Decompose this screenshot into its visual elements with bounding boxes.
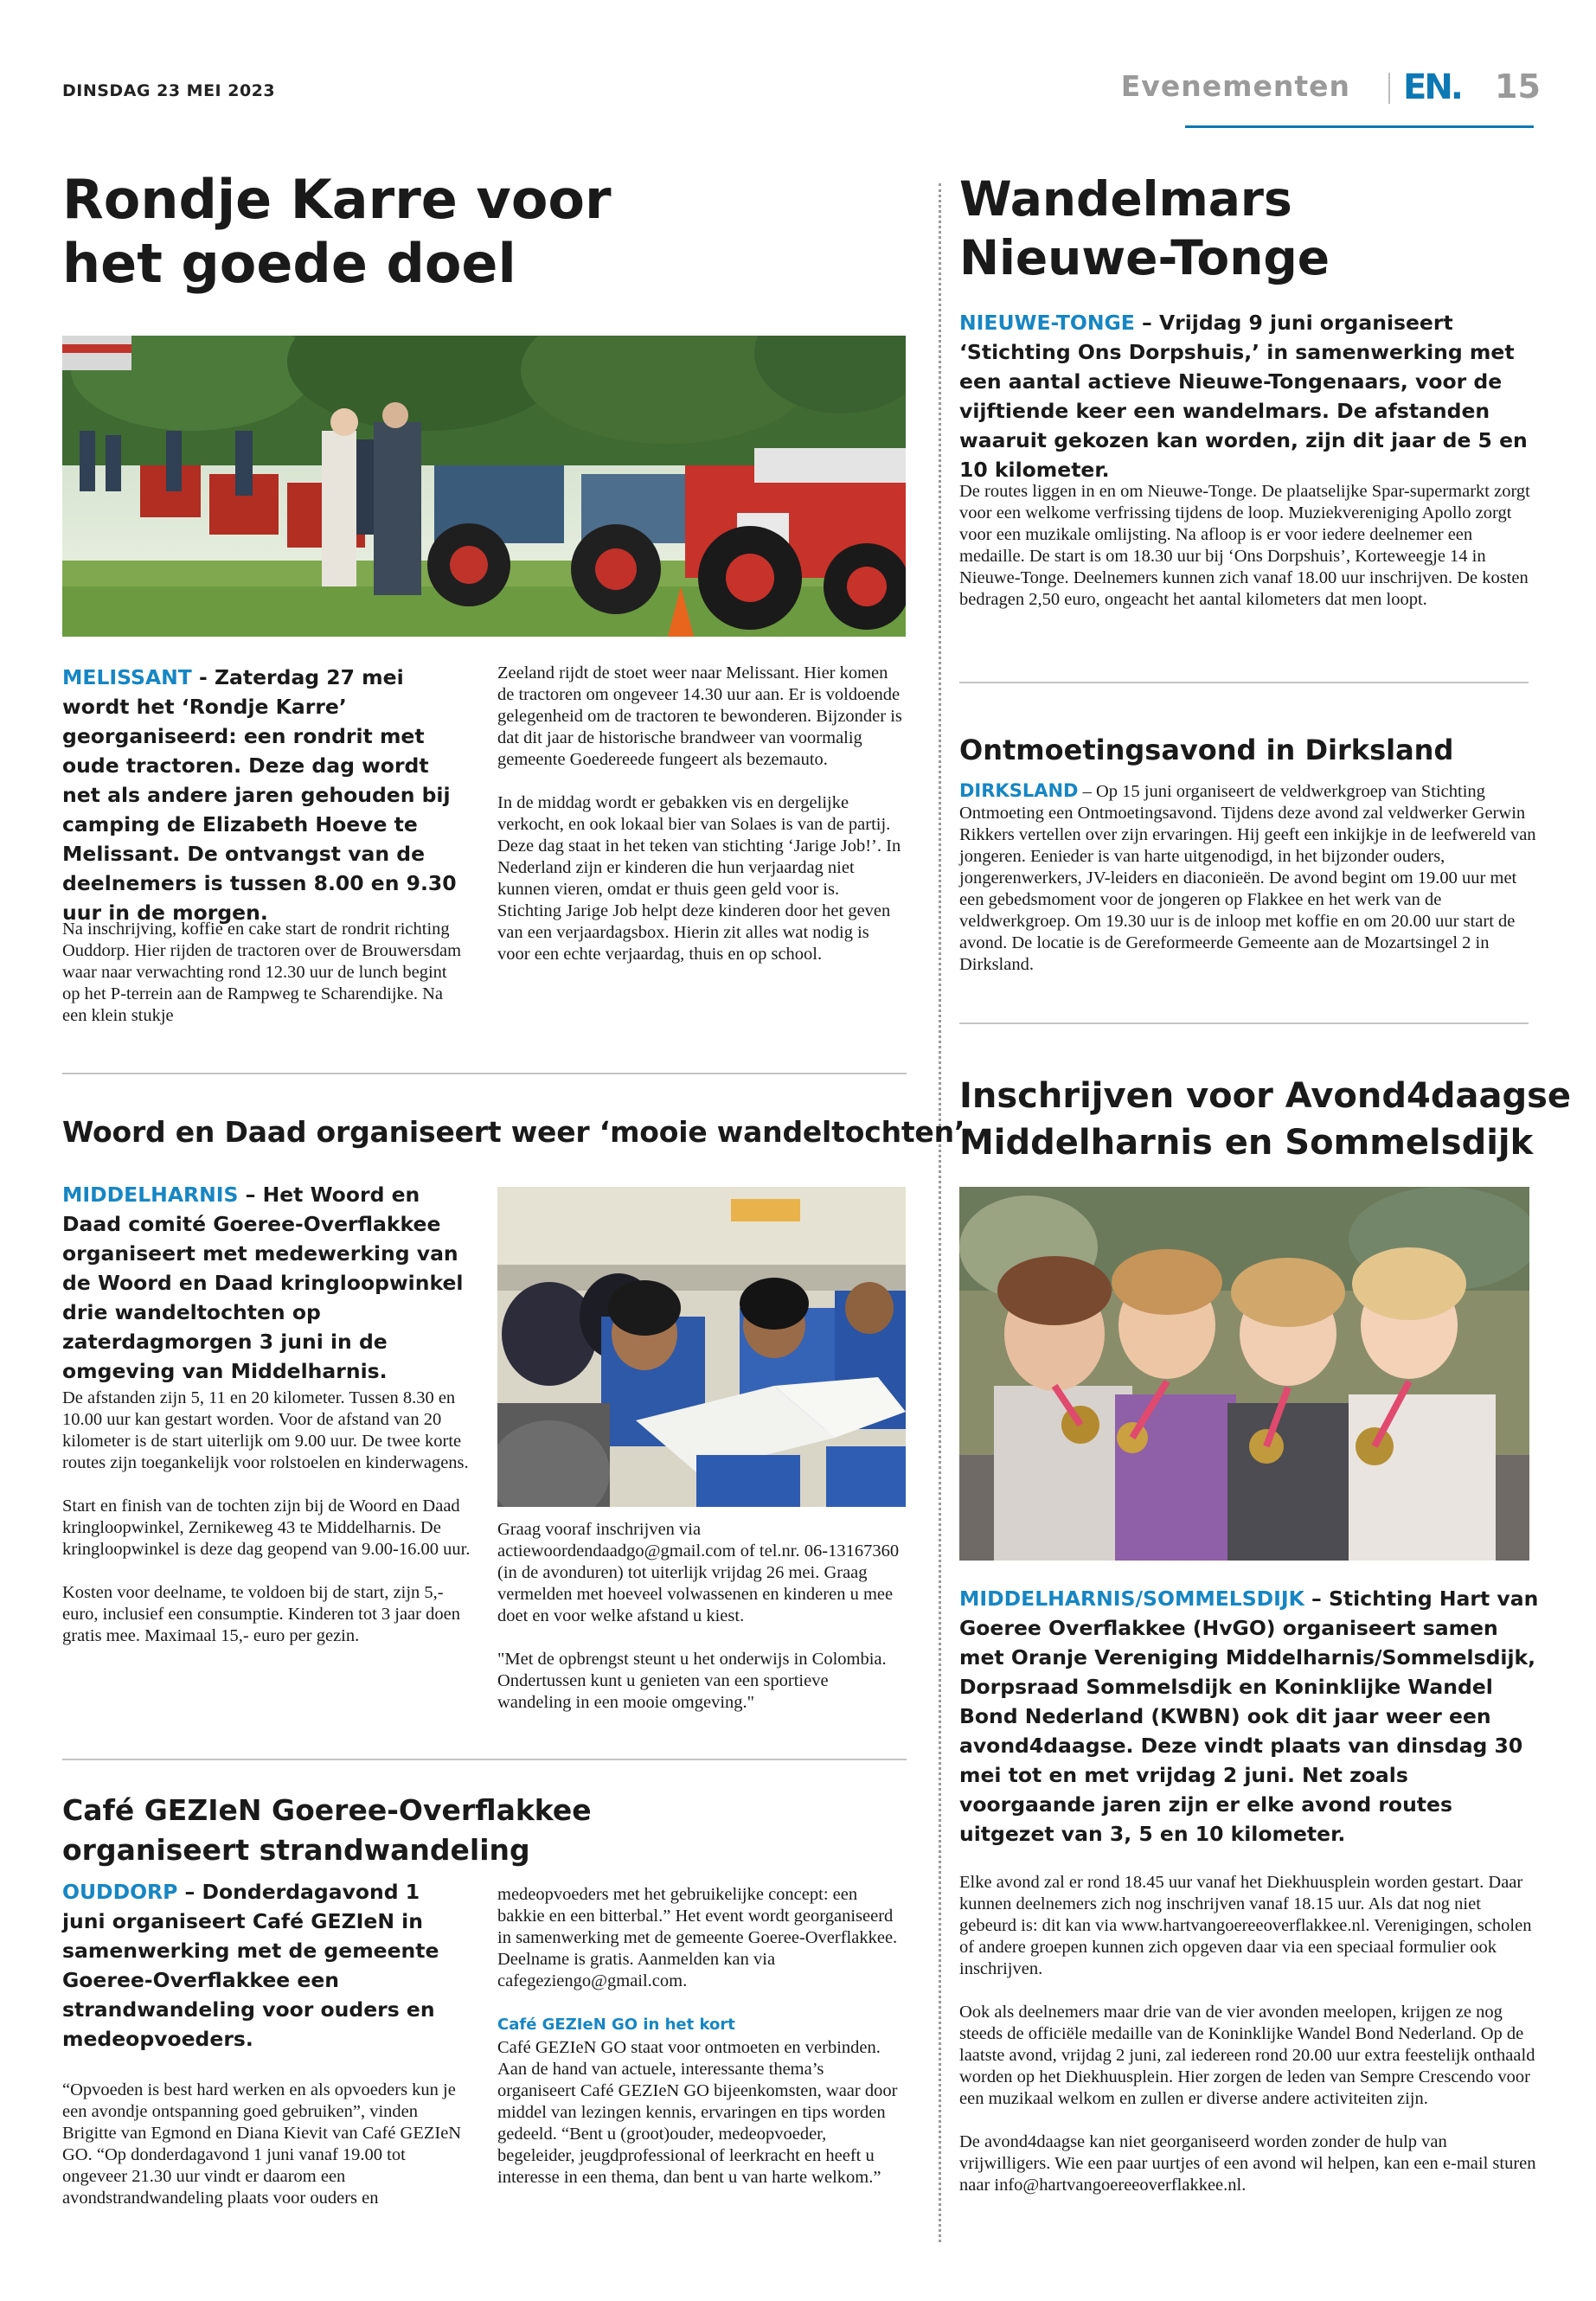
tractor-photo — [62, 336, 906, 637]
article-divider — [62, 1759, 907, 1760]
paragraph: Na inschrijving, koffie en cake start de rondrit richting Ouddorp. Hier rijden de tractoren over de Brouwersdam waar naar verwachting rond 12.30 uur de lunch begint op het P-terrein aan de Rampweg te Scharendijke. Na een klein stukje — [62, 920, 462, 1025]
article-wandelmars-lead — [959, 308, 1539, 484]
article-cafe-gezien-lead — [62, 1877, 467, 2054]
paragraph: Start en finish van de tochten zijn bij de Woord en Daad kringloopwinkel, Zernikeweg 43 te Middelharnis. De kringloopwinkel is deze dag geopend van 9.00-16.00 uur. — [62, 1497, 471, 1559]
paragraph: "Met de opbrengst steunt u het onderwijs in Colombia. Ondertussen kunt u genieten van een sportieve wandeling in een mooie omgeving." — [497, 1650, 887, 1712]
article-ontmoetingsavond-body — [959, 780, 1539, 997]
title-line: Middelharnis en Sommelsdijk — [959, 1123, 1534, 1163]
article-wandelmars-body — [959, 481, 1539, 632]
section-label: Evenementen — [1120, 69, 1350, 103]
paragraph: De avond4daagse kan niet georganiseerd worden zonder de hulp van vrijwilligers. Wie een paar uurtjes of een avond wil helpen, kan een e-mail sturen naar info@hartvangoereeoverflakkee.nl. — [959, 2132, 1536, 2195]
article-rondje-karre-body-left — [62, 919, 467, 1048]
article-rondje-karre-body-right — [497, 663, 906, 987]
article-divider — [62, 1073, 907, 1074]
title-line: Inschrijven voor Avond4daagse — [959, 1076, 1572, 1116]
article-cafe-gezien-body-left — [62, 2080, 467, 2231]
article-rondje-karre-lead — [62, 663, 467, 927]
paragraph: Graag vooraf inschrijven via actiewoordendaadgo@gmail.com of tel.nr. 06-13167360 (in de avonduren) tot uiterlijk vrijdag 26 mei. Graag vermelden met hoeveel volwassenen en kinderen u mee doet en voor welke afstand u kiest. — [497, 1520, 900, 1625]
article-cafe-gezien-title — [62, 1791, 910, 1870]
lead-text: – Donderdagavond 1 juni organiseert Café GEZIeN in samenwerking met de gemeente Goeree-Overflakkee een strandwandeling voor ouders en medeopvoeders. — [62, 1880, 439, 2051]
title-line: Rondje Karre voor — [62, 168, 612, 231]
headline: Woord en Daad organiseert weer ‘mooie wandeltochten’ — [62, 1115, 965, 1149]
header-rule — [1185, 125, 1534, 128]
article-wandelmars-title — [959, 170, 1539, 287]
paragraph: In de middag wordt er gebakken vis en dergelijke verkocht, en ook lokaal bier van Solaes is van de partij. Deze dag staat in het teken van stichting ‘Jarige Job!’. In Nederland zijn er kinderen die hun verjaardag niet kunnen vieren, omdat er thuis geen geld voor is. Stichting Jarige Job helpt deze kinderen door het geven van een verjaardagsbox. Hierin zit alles wat nodig is voor een echte verjaardag, thuis en op school. — [497, 793, 901, 964]
children-medals-photo — [959, 1187, 1529, 1561]
paragraph: Kosten voor deelname, te voldoen bij de start, zijn 5,- euro, inclusief een consumptie. Kinderen tot 3 jaar doen gratis mee. Maximaal 15,- euro per gezin. — [62, 1583, 460, 1645]
lead-text: - Zaterdag 27 mei wordt het ‘Rondje Karre’ georganiseerd: een rondrit met oude tractoren. Deze dag wordt net als andere jaren gehouden bij camping de Elizabeth Hoeve te Melissant. De ontvangst van de deelnemers is tussen 8.00 en 9.30 uur in de morgen. — [62, 665, 457, 925]
headline: Ontmoetingsavond in Dirksland — [959, 734, 1454, 766]
article-woord-en-daad-body-right — [497, 1519, 906, 1735]
article-ontmoetingsavond-title — [959, 730, 1539, 770]
article-avond4daagse-lead — [959, 1584, 1539, 1849]
issue-date: DINSDAG 23 MEI 2023 — [62, 81, 276, 100]
dateline: NIEUWE-TONGE — [959, 311, 1135, 335]
paragraph: – Op 15 juni organiseert de veldwerkgroep van Stichting Ontmoeting een Ontmoetingsavond. Tijdens deze avond zal veldwerker Gerwin Rikkers vertellen over zijn ervaringen. Hij geeft een inkijkje in de leefwereld van jongeren. Eenieder is van harte uitgenodigd, in het bijzonder ouders, jongerenwerkers, JV-leiders en diaconieën. De avond begint om 19.00 uur met een gebedsmoment voor de jongeren op Flakkee en het werk van de veldwerkgroep. Om 19.30 uur is de inloop met koffie en om 20.00 uur start de avond. De locatie is de Gereformeerde Gemeente aan de Mozartsingel 2 in Dirksland. — [959, 782, 1536, 974]
article-avond4daagse-body — [959, 1872, 1539, 2218]
lead-text: – Vrijdag 9 juni organiseert ‘Stichting Ons Dorpshuis,’ in samenwerking met een aantal actieve Nieuwe-Tongenaars, voor de vijftiende keer een wandelmars. De afstanden waaruit gekozen kan worden, zijn dit jaar de 5 en 10 kilometer. — [959, 311, 1528, 482]
lead-text: – Het Woord en Daad comité Goeree-Overflakkee organiseert met medewerking van de Woord en Daad kringloopwinkel drie wandeltochten op zaterdagmorgen 3 juni in de omgeving van Middelharnis. — [62, 1183, 464, 1383]
article-cafe-gezien-body-right — [497, 1884, 906, 2210]
en-logo: EN. — [1403, 67, 1461, 107]
article-divider — [959, 682, 1529, 683]
paragraph: “Opvoeden is best hard werken en als opvoeders kun je een avondje ontspanning goed gebruiken”, vinden Brigitte van Egmond en Diana Kievit van Café GEZIeN GO. “Op donderdagavond 1 juni vanaf 19.00 tot ongeveer 21.30 uur vindt er daarom een avondstrandwandeling plaats voor ouders en — [62, 2080, 462, 2208]
subheading: Café GEZIeN GO in het kort — [497, 2016, 735, 2034]
column-divider — [939, 183, 941, 2242]
article-woord-en-daad-title — [62, 1112, 965, 1152]
article-woord-en-daad-body-left — [62, 1388, 483, 1669]
dateline: OUDDORP — [62, 1880, 178, 1904]
dateline: DIRKSLAND — [959, 780, 1079, 801]
article-avond4daagse-title — [959, 1073, 1572, 1166]
paragraph: Café GEZIeN GO staat voor ontmoeten en verbinden. Aan de hand van actuele, interessante thema’s organiseert Café GEZIeN GO bijeenkomsten, waar door middel van lezingen kennis, ervaringen en tips worden gedeeld. “Bent u (groot)ouder, medeopvoeder, begeleider, jeugdprofessional of leerkracht en heeft u interesse in een thema, dan bent u van harte welkom.” — [497, 2038, 898, 2187]
article-rondje-karre-title — [62, 168, 893, 296]
title-line: Café GEZIeN Goeree-Overflakkee — [62, 1793, 592, 1827]
paragraph: De routes liggen in en om Nieuwe-Tonge. De plaatselijke Spar-supermarkt zorgt voor een welkome verfrissing tijdens de loop. Muziekvereniging Apollo zorgt voor een muzikale omlijsting. Na afloop is er voor iedere deelnemer een medaille. De start is om 18.30 uur bij ‘Ons Dorpshuis’, Korteweegje 14 in Nieuwe-Tonge. Deelnemers kunnen zich vanaf 18.00 uur inschrijven. De kosten bedragen 2,50 euro, ongeacht het aantal kilometers dat men loopt. — [959, 482, 1530, 609]
page-number: 15 — [1495, 67, 1541, 106]
lead-text: – Stichting Hart van Goeree Overflakkee (HvGO) organiseert samen met Oranje Vereniging Middelharnis/Sommelsdijk, Dorpsraad Sommelsdijk en Koninklijke Wandel Bond Nederland (KWBN) ook dit jaar weer een avond4daagse. Deze vindt plaats van dinsdag 30 mei tot en met vrijdag 2 juni. Net zoals voorgaande jaren zijn er elke avond routes uitgezet van 3, 5 en 10 kilometer. — [959, 1586, 1539, 1846]
title-line: Wandelmars — [959, 171, 1292, 227]
paragraph: De afstanden zijn 5, 11 en 20 kilometer. Tussen 8.30 en 10.00 uur kan gestart worden. Voor de afstand van 20 kilometer is de start uiterlijk om 9.00 uur. De twee korte routes zijn toegankelijk voor rolstoelen en kinderwagens. — [62, 1388, 469, 1472]
dateline: MIDDELHARNIS — [62, 1183, 239, 1207]
paragraph: Elke avond zal er rond 18.45 uur vanaf het Diekhuusplein worden gestart. Daar kunnen deelnemers zich nog inschrijven vanaf 18.15 uur. Als dat nog niet gebeurd is: dit kan via www.hartvangoereeoverflakkee.nl. Verenigingen, scholen of andere groepen kunnen zich opgeven daar via een speciaal formulier ook inschrijven. — [959, 1873, 1532, 1978]
dateline: MELISSANT — [62, 665, 192, 689]
dateline: MIDDELHARNIS/SOMMELSDIJK — [959, 1586, 1304, 1611]
classroom-photo — [497, 1187, 906, 1507]
paragraph: medeopvoeders met het gebruikelijke concept: een bakkie en een bitterbal.” Het event wordt georganiseerd in samenwerking met de gemeente Goeree-Overflakkee. Deelname is gratis. Aanmelden kan via cafegeziengo@gmail.com. — [497, 1885, 898, 1990]
article-divider — [959, 1022, 1529, 1024]
title-line: Nieuwe-Tonge — [959, 230, 1330, 285]
paragraph: Zeeland rijdt de stoet weer naar Melissant. Hier komen de tractoren om ongeveer 14.30 uur aan. Er is voldoende gelegenheid om de tractoren te bewonderen. Bijzonder is dat dit jaar de historische brandweer van voormalig gemeente Goedereede fungeert als bezemauto. — [497, 663, 902, 769]
title-line: organiseert strandwandeling — [62, 1833, 530, 1867]
article-woord-en-daad-lead — [62, 1180, 483, 1386]
paragraph: Ook als deelnemers maar drie van de vier avonden meelopen, krijgen ze nog steeds de officiële medaille van de Koninklijke Wandel Bond Nederland. Op de laatste avond, vrijdag 2 juni, zal iedereen rond 20.00 uur extra feestelijk onthaald worden op het Diekhuusplein. Hier zorgen de leden van Sempre Crescendo voor een muzikaal welkom en zullen er diverse andere activiteiten zijn. — [959, 2003, 1535, 2108]
header-separator — [1388, 73, 1390, 104]
title-line: het goede doel — [62, 232, 516, 295]
